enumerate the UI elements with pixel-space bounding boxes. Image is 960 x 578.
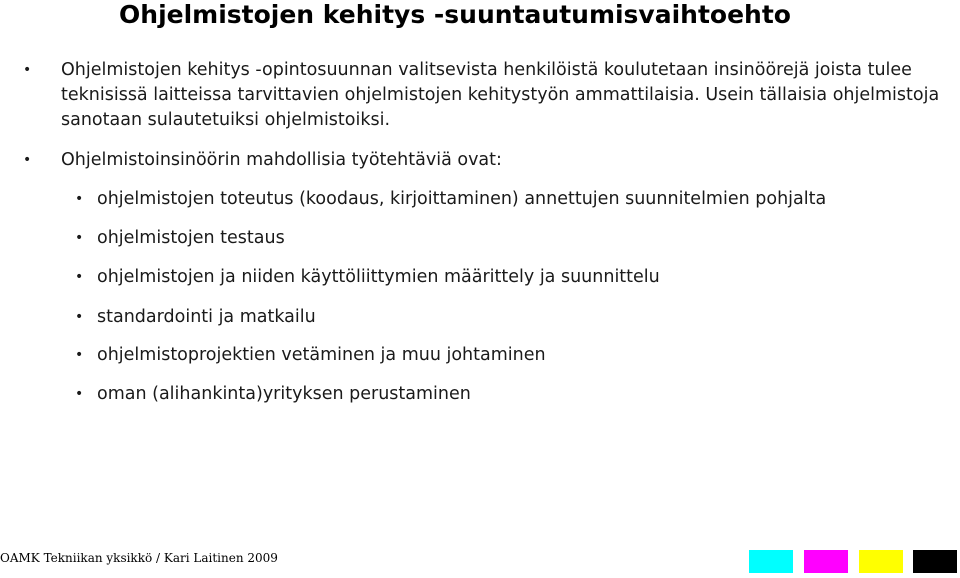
sub-bullet-item: ohjelmistojen testaus xyxy=(97,228,285,248)
sub-bullet-marker: • xyxy=(75,230,84,246)
cyan-color-swatch xyxy=(749,550,793,573)
black-color-swatch xyxy=(913,550,957,573)
sub-bullet-item: ohjelmistoprojektien vetäminen ja muu johtaminen xyxy=(97,345,546,365)
bullet-tasks-heading: Ohjelmistoinsinöörin mahdollisia työtehtäviä ovat: xyxy=(61,150,502,170)
sub-bullet-item: ohjelmistojen ja niiden käyttöliittymien määrittely ja suunnittelu xyxy=(97,267,660,287)
slide-title: Ohjelmistojen kehitys -suuntautumisvaihtoehto xyxy=(119,0,791,29)
bullet-marker: • xyxy=(23,62,32,78)
footer-credit: OAMK Tekniikan yksikkö / Kari Laitinen 2009 xyxy=(0,551,278,565)
sub-bullet-marker: • xyxy=(75,269,84,285)
sub-bullet-marker: • xyxy=(75,386,84,402)
sub-bullet-item: ohjelmistojen toteutus (koodaus, kirjoittaminen) annettujen suunnitelmien pohjalta xyxy=(97,189,827,209)
sub-bullet-marker: • xyxy=(75,347,84,363)
yellow-color-swatch xyxy=(859,550,903,573)
sub-bullet-item: standardointi ja matkailu xyxy=(97,307,316,327)
sub-bullet-item: oman (alihankinta)yrityksen perustaminen xyxy=(97,384,471,404)
sub-bullet-marker: • xyxy=(75,191,84,207)
bullet-intro-text: Ohjelmistojen kehitys -opintosuunnan valitsevista henkilöistä koulutetaan insinöörejä joista tulee teknisissä laitteissa tarvittavien ohjelmistojen kehitystyön ammattilaisia. Usein tällaisia ohjelmistoja sanotaan sulautetuiksi ohjelmistoiksi. xyxy=(61,60,940,130)
magenta-color-swatch xyxy=(804,550,848,573)
sub-bullet-marker: • xyxy=(75,309,84,325)
bullet-marker: • xyxy=(23,152,32,168)
